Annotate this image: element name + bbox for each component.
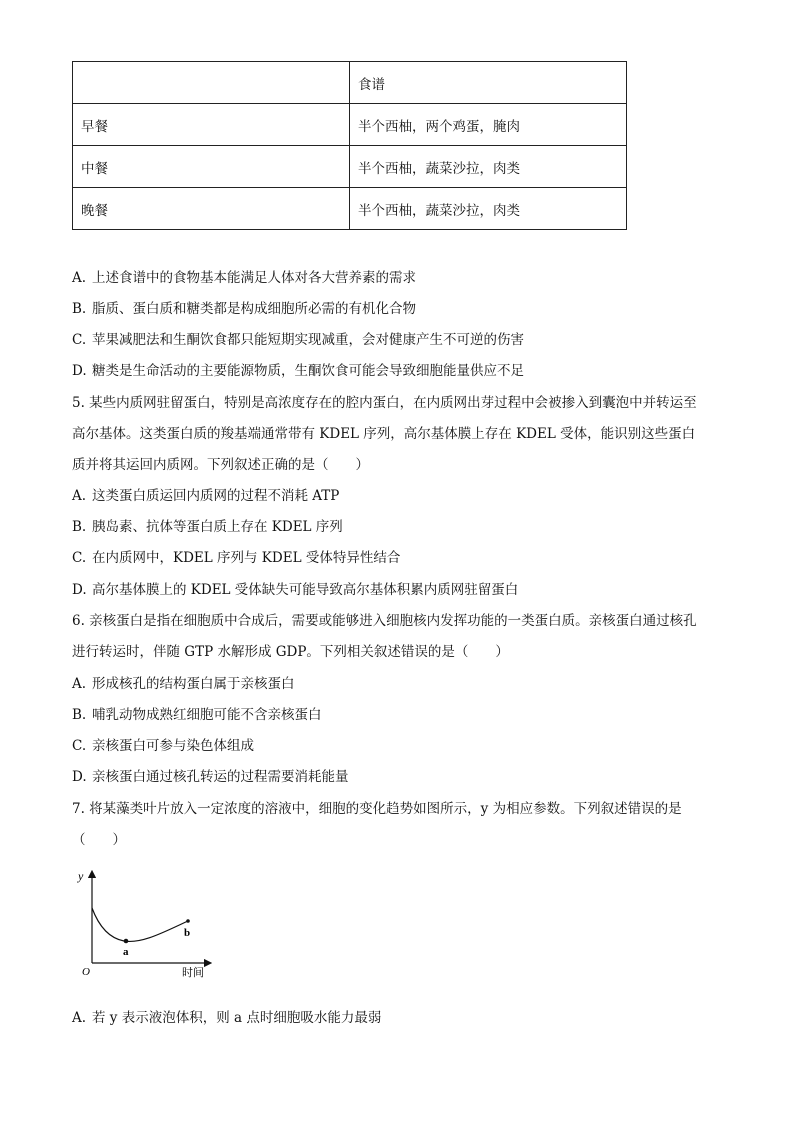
q5-stem-line: 质并将其运回内质网。下列叙述正确的是（ ） — [72, 457, 369, 473]
q7-stem-line: 7. 将某藻类叶片放入一定浓度的溶液中，细胞的变化趋势如图所示，y 为相应参数。下列叙述错误的是 — [72, 801, 682, 817]
q7-option-a: A. 若 y 表示液泡体积，则 a 点时细胞吸水能力最弱 — [72, 1010, 382, 1026]
table-cell: 半个西柚，两个鸡蛋，腌肉 — [350, 104, 627, 146]
point-a — [124, 939, 129, 944]
q7-figure — [76, 868, 216, 980]
table-header-cell: 食谱 — [350, 62, 627, 104]
q6-stem-line: 6. 亲核蛋白是指在细胞质中合成后，需要或能够进入细胞核内发挥功能的一类蛋白质。亲核蛋白通过核孔 — [72, 613, 697, 629]
q5-stem-line: 高尔基体。这类蛋白质的羧基端通常带有 KDEL 序列，高尔基体膜上存在 KDEL 受体，能识别这些蛋白 — [72, 426, 696, 442]
point-b-label: b — [184, 927, 191, 939]
trend-curve — [92, 908, 191, 941]
x-axis-label: 时间 — [182, 966, 204, 979]
q6-stem-line: 进行转运时，伴随 GTP 水解形成 GDP。下列相关叙述错误的是（ ） — [72, 644, 509, 660]
recipe-table — [72, 61, 627, 230]
q6-option-c: C. 亲核蛋白可参与染色体组成 — [72, 738, 254, 754]
point-b — [186, 919, 190, 923]
q5-option-a: A. 这类蛋白质运回内质网的过程不消耗 ATP — [72, 488, 340, 504]
q5-option-c: C. 在内质网中，KDEL 序列与 KDEL 受体特异性结合 — [72, 550, 401, 566]
q4-option-b: B. 脂质、蛋白质和糖类都是构成细胞所必需的有机化合物 — [72, 301, 416, 317]
q6-option-a: A. 形成核孔的结构蛋白属于亲核蛋白 — [72, 676, 295, 692]
q4-option-a: A. 上述食谱中的食物基本能满足人体对各大营养素的需求 — [72, 270, 416, 286]
q5-stem-line: 5. 某些内质网驻留蛋白，特别是高浓度存在的腔内蛋白，在内质网出芽过程中会被掺入到囊泡中并转运至 — [72, 395, 697, 411]
q5-option-b: B. 胰岛素、抗体等蛋白质上存在 KDEL 序列 — [72, 519, 343, 535]
table-row — [73, 188, 627, 230]
q7-stem-line: （ ） — [72, 832, 126, 848]
q6-option-b: B. 哺乳动物成熟红细胞可能不含亲核蛋白 — [72, 707, 322, 723]
table-cell: 半个西柚，蔬菜沙拉，肉类 — [350, 188, 627, 230]
table-cell: 晚餐 — [73, 188, 350, 230]
q4-option-d: D. 糖类是生命活动的主要能源物质，生酮饮食可能会导致细胞能量供应不足 — [72, 363, 524, 379]
table-row — [73, 62, 627, 104]
y-axis-label: y — [78, 869, 84, 883]
q4-option-c: C. 苹果减肥法和生酮饮食都只能短期实现减重，会对健康产生不可逆的伤害 — [72, 332, 524, 348]
table-cell — [73, 62, 350, 104]
table-cell: 早餐 — [73, 104, 350, 146]
origin-label: O — [82, 966, 90, 978]
table-row — [73, 146, 627, 188]
q6-option-d: D. 亲核蛋白通过核孔转运的过程需要消耗能量 — [72, 769, 349, 785]
table-cell: 中餐 — [73, 146, 350, 188]
q5-option-d: D. 高尔基体膜上的 KDEL 受体缺失可能导致高尔基体积累内质网驻留蛋白 — [72, 582, 519, 598]
table-row — [73, 104, 627, 146]
point-a-label: a — [123, 946, 129, 958]
table-cell: 半个西柚，蔬菜沙拉，肉类 — [350, 146, 627, 188]
